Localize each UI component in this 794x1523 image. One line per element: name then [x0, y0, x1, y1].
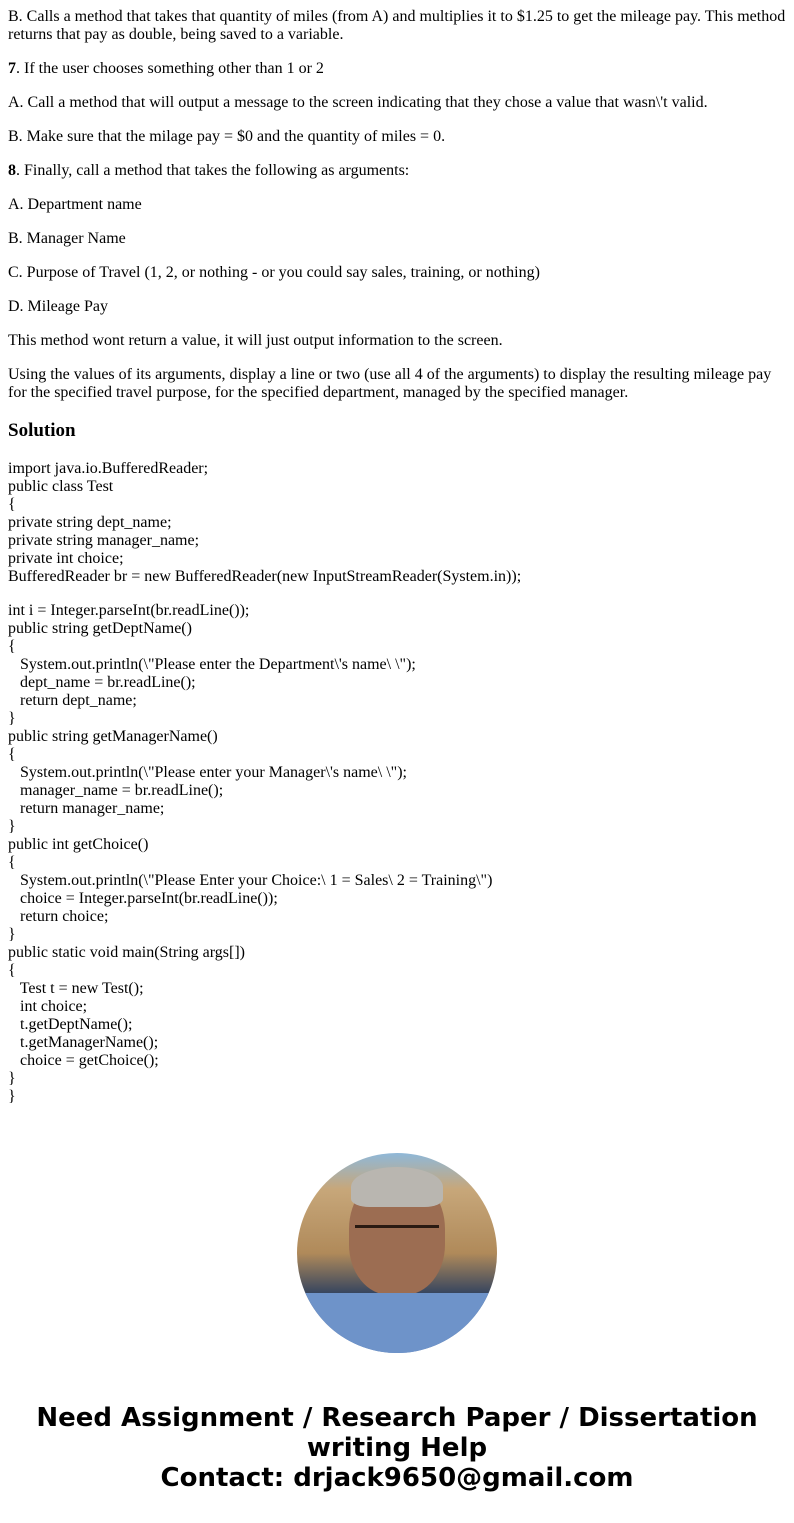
step-number: 7 — [8, 60, 16, 77]
code-line: choice = Integer.parseInt(br.readLine()); — [8, 890, 278, 907]
contact-footer — [0, 1403, 794, 1493]
paragraph — [8, 60, 786, 78]
code-line: t.getManagerName(); — [8, 1034, 159, 1051]
hair — [351, 1167, 443, 1207]
code-line: { — [8, 496, 16, 513]
paragraph-text: C. Purpose of Travel (1, 2, or nothing - or you could say sales, training, or nothing) — [8, 264, 540, 281]
paragraph — [8, 196, 786, 214]
code-line: System.out.println(\"Please enter your Manager\'s name\ \"); — [8, 764, 407, 781]
code-line: private string manager_name; — [8, 532, 200, 549]
paragraph-text: B. Manager Name — [8, 230, 126, 247]
paragraph-text: B. Make sure that the milage pay = $0 and the quantity of miles = 0. — [8, 128, 446, 145]
code-line: manager_name = br.readLine(); — [8, 782, 224, 799]
footer-line-1: Need Assignment / Research Paper / Dissertation — [36, 1403, 758, 1433]
step-number: 8 — [8, 162, 16, 179]
code-line: public static void main(String args[]) — [8, 944, 245, 961]
code-line: return choice; — [8, 908, 109, 925]
paragraph-text: A. Department name — [8, 196, 142, 213]
code-line: { — [8, 638, 16, 655]
solution-heading: Solution — [8, 420, 76, 441]
code-line: { — [8, 746, 16, 763]
code-line: public class Test — [8, 478, 114, 495]
code-line: } — [8, 1088, 16, 1105]
code-line: } — [8, 926, 16, 943]
code-line: private int choice; — [8, 550, 124, 567]
paragraph — [8, 128, 786, 146]
code-line: BufferedReader br = new BufferedReader(new InputStreamReader(System.in)); — [8, 568, 522, 585]
paragraph-text: This method wont return a value, it will just output information to the screen. — [8, 332, 503, 349]
code-line: return manager_name; — [8, 800, 165, 817]
code-line: t.getDeptName(); — [8, 1016, 133, 1033]
code-line: { — [8, 962, 16, 979]
paragraph — [8, 298, 786, 316]
code-line: { — [8, 854, 16, 871]
author-photo — [297, 1153, 497, 1353]
question-text — [8, 8, 786, 402]
code-line: dept_name = br.readLine(); — [8, 674, 196, 691]
paragraph-text: Using the values of its arguments, display a line or two (use all 4 of the arguments) to display the resulting mileage pay for the specified travel purpose, for the specified department, managed by the specified manager. — [8, 366, 772, 401]
footer-contact: Contact: drjack9650@gmail.com — [160, 1463, 634, 1493]
paragraph-text: D. Mileage Pay — [8, 298, 108, 315]
code-line: int choice; — [8, 998, 88, 1015]
code-line: import java.io.BufferedReader; — [8, 460, 209, 477]
paragraph-text: . If the user chooses something other than 1 or 2 — [16, 60, 324, 77]
paragraph-text: . Finally, call a method that takes the following as arguments: — [16, 162, 410, 179]
glasses — [355, 1225, 439, 1248]
code-line: choice = getChoice(); — [8, 1052, 159, 1069]
paragraph-text: A. Call a method that will output a message to the screen indicating that they chose a value that wasn\'t valid. — [8, 94, 708, 111]
code-line: } — [8, 1070, 16, 1087]
code-line: private string dept_name; — [8, 514, 172, 531]
solution-code — [8, 460, 786, 1106]
code-line: } — [8, 818, 16, 835]
code-line: public string getManagerName() — [8, 728, 218, 745]
paragraph — [8, 230, 786, 248]
code-line: Test t = new Test(); — [8, 980, 144, 997]
code-line: public string getDeptName() — [8, 620, 192, 637]
paragraph — [8, 366, 786, 402]
footer-line-2: writing Help — [306, 1433, 488, 1463]
code-line: } — [8, 710, 16, 727]
paragraph — [8, 8, 786, 44]
paragraph — [8, 162, 786, 180]
code-line: public int getChoice() — [8, 836, 149, 853]
shirt — [297, 1293, 497, 1353]
code-line: System.out.println(\"Please Enter your Choice:\ 1 = Sales\ 2 = Training\") — [8, 872, 493, 889]
paragraph — [8, 332, 786, 350]
paragraph — [8, 264, 786, 282]
paragraph — [8, 94, 786, 112]
code-line: int i = Integer.parseInt(br.readLine()); — [8, 602, 250, 619]
code-line: System.out.println(\"Please enter the Department\'s name\ \"); — [8, 656, 416, 673]
code-line: return dept_name; — [8, 692, 137, 709]
paragraph-text: B. Calls a method that takes that quantity of miles (from A) and multiplies it to $1.25 to get the mileage pay. This method returns that pay as double, being saved to a variable. — [8, 8, 786, 43]
